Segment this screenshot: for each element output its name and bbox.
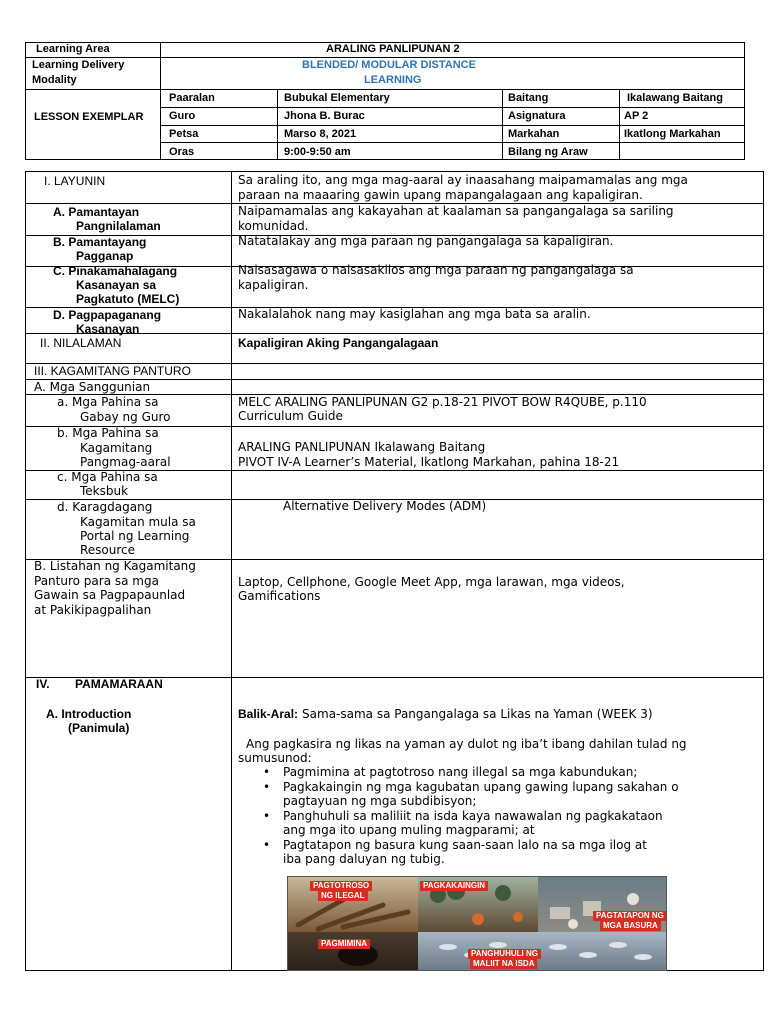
learning-area-value: ARALING PANLIPUNAN 2 [326, 43, 460, 55]
listahan-value-1: Laptop, Cellphone, Google Meet App, mga larawan, mga videos, [238, 575, 625, 589]
mag-value-1: ARALING PANLIPUNAN Ikalawang Baitang [238, 440, 486, 454]
karag-label-4: Resource [80, 543, 136, 557]
intro-label-1: A. Introduction [46, 707, 132, 721]
melc-value-2: kapaligiran. [238, 278, 309, 292]
pamantayan-b-value: Natatalakay ang mga paraan ng pangangalaga sa kapaligiran. [238, 234, 614, 248]
gabay-value-1: MELC ARALING PANLIPUNAN G2 p.18-21 PIVOT BOW R4QUBE, p.110 [238, 395, 647, 409]
collage-label-pagtatapon: PAGTATAPON NG [593, 911, 667, 921]
listahan-label-1: B. Listahan ng Kagamitang [34, 559, 196, 573]
pamantayan-a-label-1: A. Pamantayan [53, 205, 140, 219]
asignatura-label: Asignatura [508, 110, 566, 122]
melc-value-1: Naisasagawa o naisasakilos ang mga paraan ng pangangalaga sa [238, 263, 634, 277]
bullet-pagkakaingin-cont: pagtayuan ng mga subdibisyon; [283, 794, 477, 808]
bullet-pagtatapon: • Pagtatapon ng basura kung saan-saan lalo na sa mga ilog at [283, 838, 647, 852]
delivery-label-1: Learning Delivery [32, 59, 125, 71]
guro-label: Guro [169, 110, 196, 122]
karag-value: Alternative Delivery Modes (ADM) [283, 499, 487, 513]
environment-collage-image [287, 876, 667, 971]
baitang-label: Baitang [508, 92, 549, 104]
bullet-panghuhuli: • Panghuhuli sa maliliit na isda kaya nawawalan ng pagkakataon [283, 809, 663, 823]
melc-label-3: Pagkatuto (MELC) [76, 292, 180, 306]
mag-label-2: Kagamitang [80, 441, 153, 455]
collage-label-isda: MALIIT NA ISDA [470, 959, 537, 969]
pagpapaganang-value: Nakalalahok nang may kasiglahan ang mga bata sa aralin. [238, 307, 591, 321]
karag-label-2: Kagamitan mula sa [80, 515, 196, 529]
teksbuk-label-1: c. Mga Pahina sa [57, 470, 158, 484]
layunin-label: I. LAYUNIN [44, 174, 106, 188]
nilalaman-value: Kapaligiran Aking Pangangalagaan [238, 336, 439, 350]
collage-label-panghuhuli: PANGHUHULI NG [468, 949, 541, 959]
teksbuk-label-2: Teksbuk [80, 484, 129, 498]
pamamaraan-label: PAMAMARAAN [75, 677, 163, 691]
mag-label-1: b. Mga Pahina sa [57, 426, 159, 440]
guro-value: Jhona B. Burac [284, 110, 365, 122]
gabay-label-2: Gabay ng Guro [80, 410, 171, 424]
layunin-text-2: paraan na maaaring gawin upang mapangalagaan ang kapaligiran. [238, 188, 643, 202]
learning-area-label: Learning Area [36, 43, 110, 55]
mag-value-2: PIVOT IV-A Learner’s Material, Ikatlong Markahan, pahina 18-21 [238, 455, 620, 469]
lesson-exemplar-label: LESSON EXEMPLAR [34, 111, 144, 123]
pagpapaganang-label-1: D. Pagpapaganang [53, 308, 162, 322]
bullet-panghuhuli-cont: ang mga ito upang muling magparami; at [283, 823, 535, 837]
listahan-value-2: Gamifications [238, 589, 321, 603]
pamantayan-a-label-2: Pangnilalaman [76, 219, 161, 233]
bullet-pagtatapon-cont: iba pang daluyan ng tubig. [283, 852, 445, 866]
delivery-label-2: Modality [32, 74, 77, 86]
sanggunian-label: A. Mga Sanggunian [34, 380, 151, 394]
delivery-value-2: LEARNING [364, 74, 422, 86]
karag-label-3: Portal ng Learning [80, 529, 190, 543]
collage-label-ilegal: NG ILEGAL [318, 891, 368, 901]
markahan-label: Markahan [508, 128, 560, 140]
gabay-value-2: Curriculum Guide [238, 409, 343, 423]
melc-label-2: Kasanayan sa [76, 278, 157, 292]
collage-label-pagmimina: PAGMIMINA [318, 939, 370, 949]
markahan-value: Ikatlong Markahan [624, 128, 721, 140]
layunin-text-1: Sa araling ito, ang mga mag-aaral ay inaasahang maipamamalas ang mga [238, 173, 688, 187]
pagpapaganang-label-2: Kasanayan [76, 322, 140, 336]
balik-aral-title: Sama-sama sa Pangangalaga sa Likas na Yaman (WEEK 3) [302, 707, 653, 721]
balik-aral-line [238, 707, 653, 721]
kagamitan-label: III. KAGAMITANG PANTURO [34, 364, 191, 378]
delivery-value-1: BLENDED/ MODULAR DISTANCE [302, 59, 476, 71]
paaralan-label: Paaralan [169, 92, 215, 104]
bullet-pagkakaingin: • Pagkakaingin ng mga kagubatan upang gawing lupang sakahan o [283, 780, 679, 794]
petsa-value: Marso 8, 2021 [284, 128, 357, 140]
nilalaman-label: II. NILALAMAN [40, 336, 122, 350]
pamantayan-b-label-2: Pagganap [76, 249, 134, 263]
oras-value: 9:00-9:50 am [284, 146, 351, 158]
oras-label: Oras [169, 146, 195, 158]
karag-label-1: d. Karagdagang [57, 500, 153, 514]
pamamaraan-number: IV. [36, 677, 50, 691]
pagkasira-text-1: Ang pagkasira ng likas na yaman ay dulot ng iba’t ibang dahilan tulad ng [246, 737, 687, 751]
listahan-label-3: Gawain sa Pagpapaunlad [34, 588, 186, 602]
gabay-label-1: a. Mga Pahina sa [57, 395, 159, 409]
pagkasira-text-2: sumusunod: [238, 751, 312, 765]
petsa-label: Petsa [169, 128, 199, 140]
paaralan-value: Bubukal Elementary [284, 92, 390, 104]
asignatura-value: AP 2 [624, 110, 649, 122]
balik-aral-heading: Balik-Aral: [238, 707, 299, 721]
collage-label-basura: MGA BASURA [600, 921, 661, 931]
collage-label-pagtotroso: PAGTOTROSO [310, 881, 372, 891]
listahan-label-4: at Pakikipagpalihan [34, 603, 152, 617]
bilang-label: Bilang ng Araw [508, 146, 588, 158]
bullet-pagmimina: • Pagmimina at pagtotroso nang illegal sa mga kabundukan; [283, 765, 637, 779]
listahan-label-2: Panturo para sa mga [34, 574, 159, 588]
melc-label-1: C. Pinakamahalagang [53, 264, 178, 278]
pamantayan-b-label-1: B. Pamantayang [53, 235, 147, 249]
mag-label-3: Pangmag-aaral [80, 455, 171, 469]
baitang-value: Ikalawang Baitang [627, 92, 723, 104]
collage-label-pagkakaingin: PAGKAKAINGIN [420, 881, 488, 891]
intro-label-2: (Panimula) [68, 721, 130, 735]
pamantayan-a-value-1: Naipamamalas ang kakayahan at kaalaman sa pangangalaga sa sariling [238, 204, 674, 218]
pamantayan-a-value-2: komunidad. [238, 219, 309, 233]
